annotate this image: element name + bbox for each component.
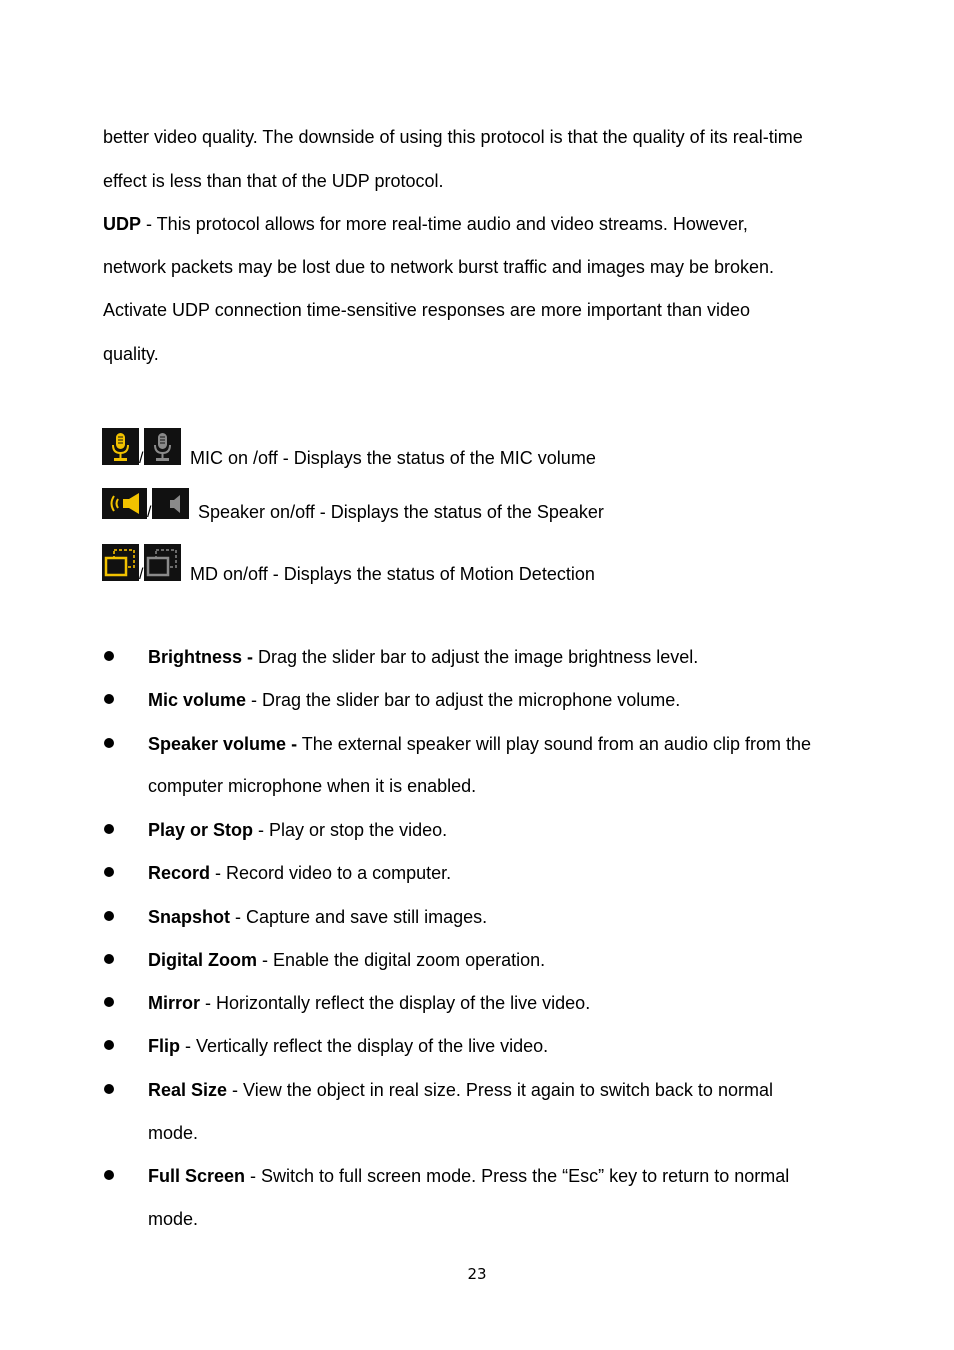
list-item: Mirror - Horizontally reflect the display of the live video.	[148, 993, 591, 1013]
md-icon-row	[102, 541, 595, 584]
bullet-dot	[104, 954, 114, 964]
page-number: 23	[467, 1265, 487, 1283]
list-item: Play or Stop - Play or stop the video.	[148, 820, 448, 840]
md-description: MD on/off - Displays the status of Motion Detection	[190, 564, 595, 584]
mic-description: MIC on /off - Displays the status of the MIC volume	[190, 448, 596, 468]
mic-on-icon	[102, 428, 139, 465]
list-item-continuation: mode.	[148, 1209, 199, 1229]
list-item-continuation: computer microphone when it is enabled.	[148, 776, 477, 796]
paragraph-line: quality.	[103, 344, 159, 364]
speaker-icon-row	[102, 485, 604, 522]
mic-icon-row	[102, 425, 596, 468]
udp-description: - This protocol allows for more real-time audio and video streams. However,	[141, 214, 748, 234]
list-item: Speaker volume - The external speaker will play sound from an audio clip from the	[148, 734, 811, 754]
list-item: Digital Zoom - Enable the digital zoom operation.	[148, 950, 546, 970]
list-item: Record - Record video to a computer.	[148, 863, 452, 883]
paragraph-line: network packets may be lost due to network burst traffic and images may be broken.	[103, 257, 775, 277]
list-item: Real Size - View the object in real size. Press it again to switch back to normal	[148, 1080, 773, 1100]
paragraph-line: effect is less than that of the UDP protocol.	[103, 171, 444, 191]
bullet-dot	[104, 997, 114, 1007]
list-item: Brightness - Drag the slider bar to adjust the image brightness level.	[148, 647, 699, 667]
list-item: Mic volume - Drag the slider bar to adjust the microphone volume.	[148, 690, 681, 710]
bullet-dot	[104, 824, 114, 834]
udp-paragraph-line	[103, 213, 748, 235]
icon-separator: /	[139, 566, 144, 583]
motion-detection-on-icon	[102, 544, 139, 581]
bullet-dot	[104, 651, 114, 661]
bullet-dot	[104, 867, 114, 877]
speaker-description: Speaker on/off - Displays the status of the Speaker	[198, 502, 604, 522]
list-item: Full Screen - Switch to full screen mode. Press the “Esc” key to return to normal	[148, 1166, 790, 1186]
bullet-dot	[104, 1084, 114, 1094]
bullet-dot	[104, 738, 114, 748]
udp-term: UDP	[103, 214, 142, 234]
speaker-on-icon	[102, 488, 147, 519]
bullet-dot	[104, 911, 114, 921]
icon-separator: /	[147, 504, 152, 521]
mic-off-icon	[144, 428, 181, 465]
icon-separator: /	[139, 450, 144, 467]
bullet-dot	[104, 1170, 114, 1180]
paragraph-line: better video quality. The downside of using this protocol is that the quality of its real-time	[103, 127, 803, 147]
bullet-dot	[104, 1040, 114, 1050]
list-item: Flip - Vertically reflect the display of the live video.	[148, 1036, 549, 1056]
list-item-continuation: mode.	[148, 1123, 199, 1143]
paragraph-line: Activate UDP connection time-sensitive responses are more important than video	[103, 300, 750, 320]
speaker-off-icon	[152, 488, 189, 519]
list-item: Snapshot - Capture and save still images.	[148, 907, 488, 927]
bullet-dot	[104, 694, 114, 704]
motion-detection-off-icon	[144, 544, 181, 581]
